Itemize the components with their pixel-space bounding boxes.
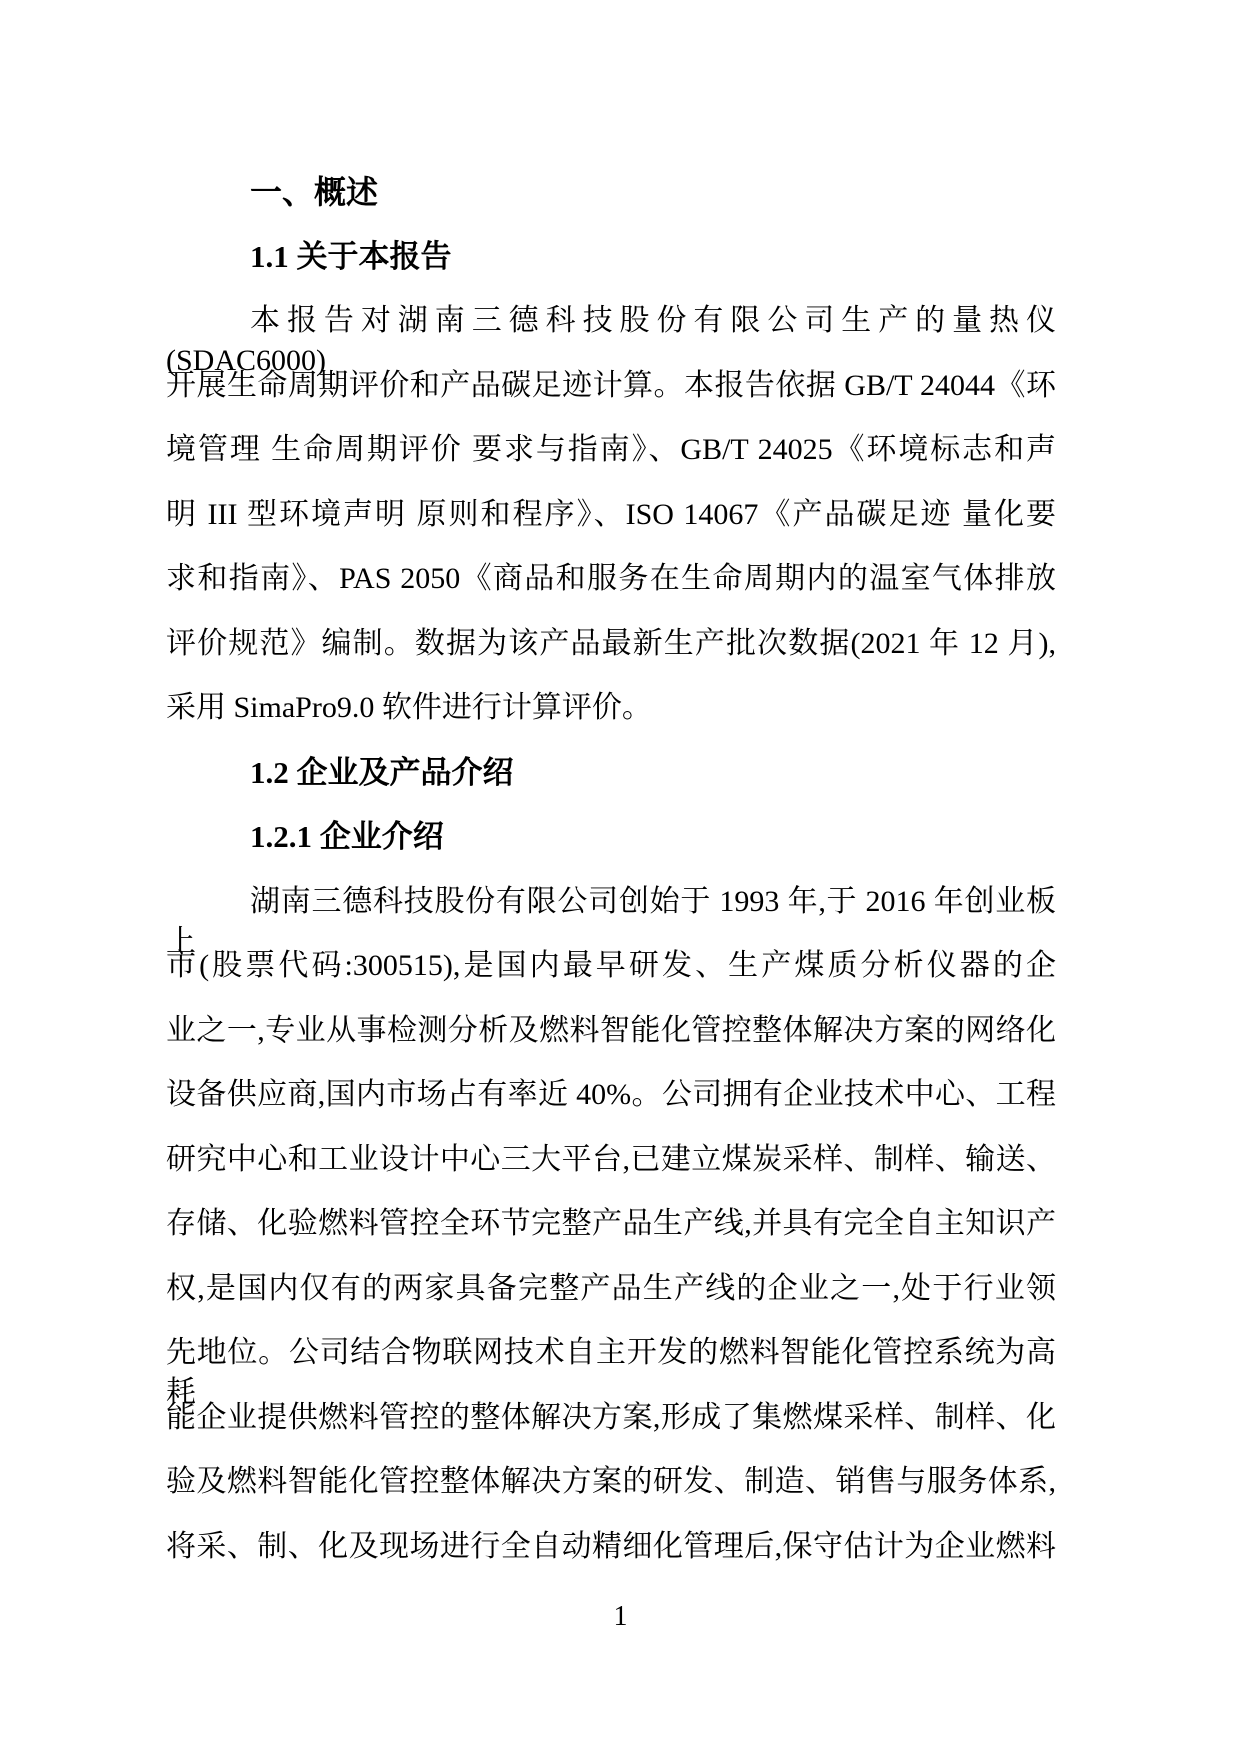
section-heading: 1.1 关于本报告 (250, 238, 452, 274)
paragraph-line: 明 III 型环境声明 原则和程序》、ISO 14067《产品碳足迹 量化要 (166, 497, 1056, 531)
paragraph-line: 将采、制、化及现场进行全自动精细化管理后,保守估计为企业燃料 (166, 1529, 1056, 1563)
section-heading: 1.2.1 企业介绍 (250, 819, 444, 854)
paragraph-line: 业之一,专业从事检测分析及燃料智能化管控整体解决方案的网络化 (166, 1013, 1056, 1047)
section-heading: 一、概述 (250, 174, 379, 210)
paragraph-line: 市(股票代码:300515),是国内最早研发、生产煤质分析仪器的企 (166, 949, 1056, 982)
section-heading: 1.2 企业及产品介绍 (250, 754, 514, 790)
paragraph-line: 评价规范》编制。数据为该产品最新生产批次数据(2021 年 12 月), (166, 626, 1056, 660)
paragraph-line: 采用 SimaPro9.0 软件进行计算评价。 (166, 691, 652, 724)
paragraph-line: 本报告对湖南三德科技股份有限公司生产的量热仪(SDAC6000) (166, 304, 1056, 377)
paragraph-line: 存储、化验燃料管控全环节完整产品生产线,并具有完全自主知识产 (166, 1207, 1056, 1240)
page-number: 1 (613, 1601, 628, 1632)
paragraph-line: 求和指南》、PAS 2050《商品和服务在生命周期内的温室气体排放 (166, 562, 1056, 595)
paragraph-line: 权,是国内仅有的两家具备完整产品生产线的企业之一,处于行业领 (166, 1271, 1056, 1305)
paragraph-line: 先地位。公司结合物联网技术自主开发的燃料智能化管控系统为高耗 (166, 1336, 1056, 1409)
paragraph-line: 开展生命周期评价和产品碳足迹计算。本报告依据 GB/T 24044《环 (166, 368, 1056, 402)
paragraph-line: 湖南三德科技股份有限公司创始于 1993 年,于 2016 年创业板上 (166, 884, 1056, 958)
paragraph-line: 能企业提供燃料管控的整体解决方案,形成了集燃煤采样、制样、化 (166, 1400, 1056, 1434)
paragraph-line: 设备供应商,国内市场占有率近 40%。公司拥有企业技术中心、工程 (166, 1078, 1056, 1111)
paragraph-line: 验及燃料智能化管控整体解决方案的研发、制造、销售与服务体系, (166, 1465, 1056, 1498)
paragraph-line: 境管理 生命周期评价 要求与指南》、GB/T 24025《环境标志和声 (166, 433, 1056, 466)
paragraph-line: 研究中心和工业设计中心三大平台,已建立煤炭采样、制样、输送、 (166, 1142, 1056, 1176)
